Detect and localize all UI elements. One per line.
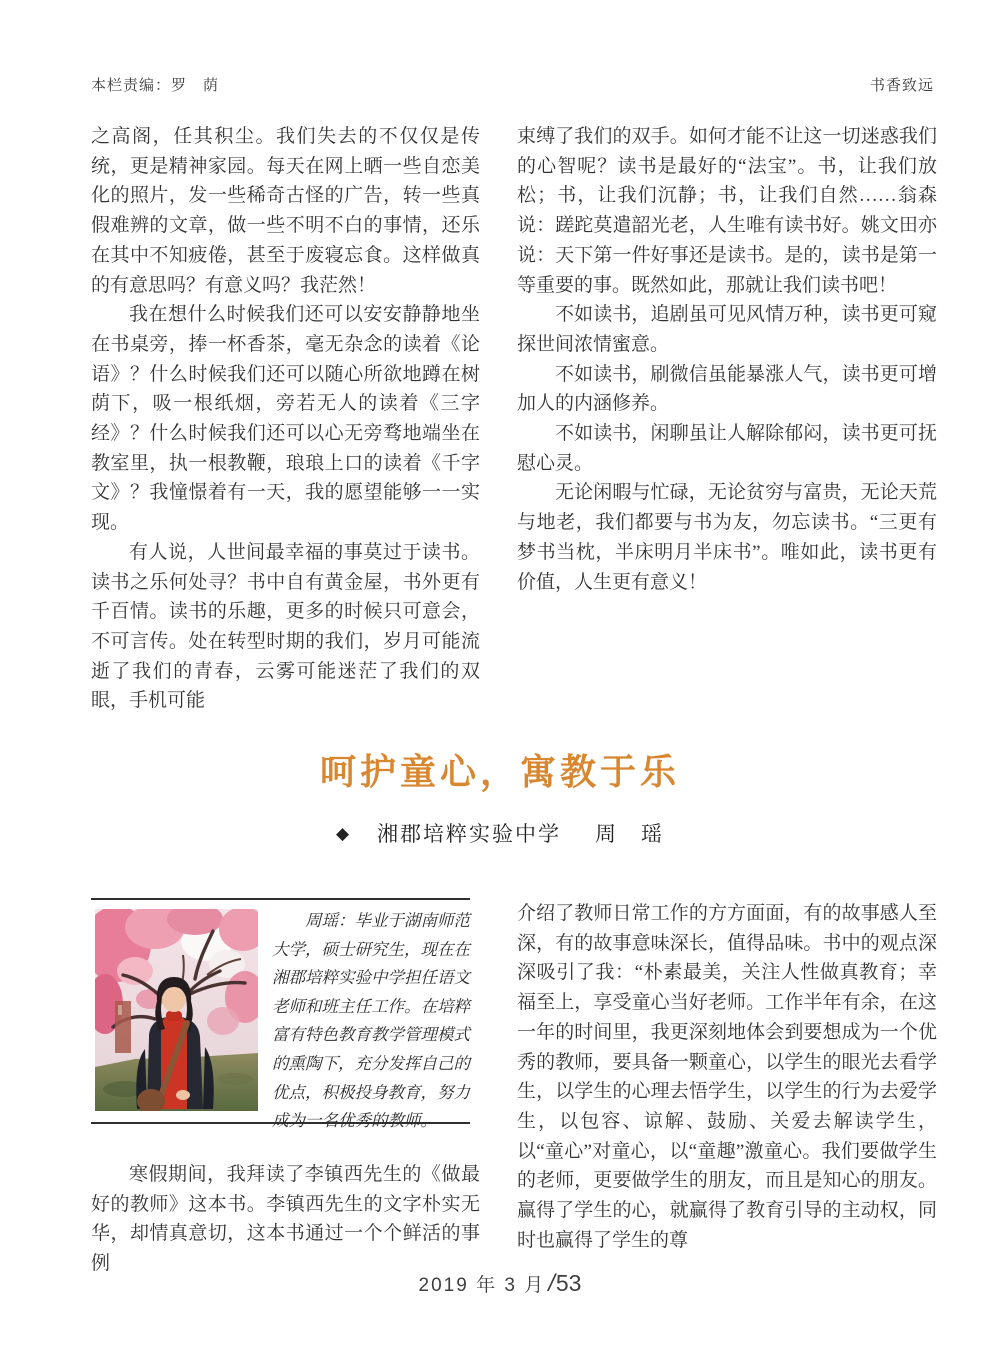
byline-school: 湘郡培粹实验中学 [377,822,562,846]
paragraph: 束缚了我们的双手。如何才能不让这一切迷惑我们的心智呢？读书是最好的“法宝”。书，让我们放松；书，让我们沉静；书，让我们自然……翁森说：蹉跎莫遣韶光老，人生唯有读书好。姚文田亦说：天下第一件好事还是读书。是的，读书是第一等重要的事。既然如此，那就让我们读书吧！ [517,126,937,296]
paragraph: 介绍了教师日常工作的方方面面，有的故事感人至深，有的故事意味深长，值得品味。书中的观点深深吸引了我：“朴素最美，关注人性做真教育；幸福至上，享受童心当好老师。工作半年有余，在这一年的时间里，我更深刻地体会到要想成为一个优秀的教师，要具备一颗童心，以学生的眼光去看学生，以学生的心理去悟学生，以学生的行为去爱学生，以包容、谅解、鼓励、关爱去解读学生，以“童心”对童心，以“童趣”激童心。我们要做学生的老师，更要做学生的朋友，而且是知心的朋友。赢得了学生的心，就赢得了教育引导的主动权，同时也赢得了学生的尊 [517,903,937,1251]
paragraph: 无论闲暇与忙碌，无论贫穷与富贵，无论天荒与地老，我们都要与书为友，勿忘读书。“三更有梦书当枕，半床明月半床书”。唯如此，读书更有价值，人生更有意义！ [517,482,937,593]
footer-page-number: 53 [555,1270,582,1296]
article-title: 呵护童心，寓教于乐 [319,752,680,792]
footer-slash: / [548,1270,555,1297]
article-byline [0,818,1000,848]
byline-author: 周 瑶 [595,822,665,846]
paragraph: 有人说，人世间最幸福的事莫过于读书。读书之乐何处寻？书中自有黄金屋，书外更有千百情。读书的乐趣，更多的时候只可意会，不可言传。处在转型时期的我们，岁月可能流逝了我们的青春，云雾可能迷茫了我们的双眼，手机可能 [91,541,480,712]
footer-date: 2019 年 3 月 [418,1275,546,1296]
diamond-bullet-icon: ◆ [335,824,352,843]
top-article-right-column [517,122,937,597]
page-header [91,74,934,95]
paragraph: 寒假期间，我拜读了李镇西先生的《做最好的教师》这本书。李镇西先生的文字朴实无华，却情真意切，这本书通过一个个鲜活的事例 [91,1164,480,1275]
page-footer [0,1270,1000,1298]
main-article-right-column [517,899,937,1255]
header-editor-label: 本栏责编：罗 荫 [91,77,220,94]
paragraph: 不如读书，闲聊虽让人解除郁闷，读书更可抚慰心灵。 [517,423,937,474]
main-article-left-column [91,1160,480,1279]
author-photo [95,909,258,1111]
paragraph: 我在想什么时候我们还可以安安静静地坐在书桌旁，捧一杯香茶，毫无杂念的读着《论语》？什么时候我们还可以随心所欲地蹲在树荫下，吸一根纸烟，旁若无人的读着《三字经》？什么时候我们还可以心无旁骛地端坐在教室里，执一根教鞭，琅琅上口的读着《千字文》？我憧憬着有一天，我的愿望能够一一实现。 [91,304,480,534]
author-bio-text: 周瑶：毕业于湖南师范大学，硕士研究生，现在在湘郡培粹实验中学担任语文老师和班主任工作。在培粹富有特色教育教学管理模式的熏陶下，充分发挥自己的优点，积极投身教育，努力成为一名优秀的教师。 [272,911,470,1131]
top-article-left-column [91,122,480,716]
paragraph: 之高阁，任其积尘。我们失去的不仅仅是传统，更是精神家园。每天在网上晒一些自恋美化的照片，发一些稀奇古怪的广告，转一些真假难辨的文章，做一些不明不白的事情，还乐在其中不知疲倦，甚至于废寝忘食。这样做真的有意思吗？有意义吗？我茫然！ [91,126,480,296]
header-column-title: 书香致远 [869,77,934,94]
author-bio-box [91,898,470,1131]
paragraph: 不如读书，追剧虽可见风情万种，读书更可窥探世间浓情蜜意。 [517,304,937,355]
paragraph: 不如读书，刷微信虽能暴涨人气，读书更可增加人的内涵修养。 [517,363,937,415]
